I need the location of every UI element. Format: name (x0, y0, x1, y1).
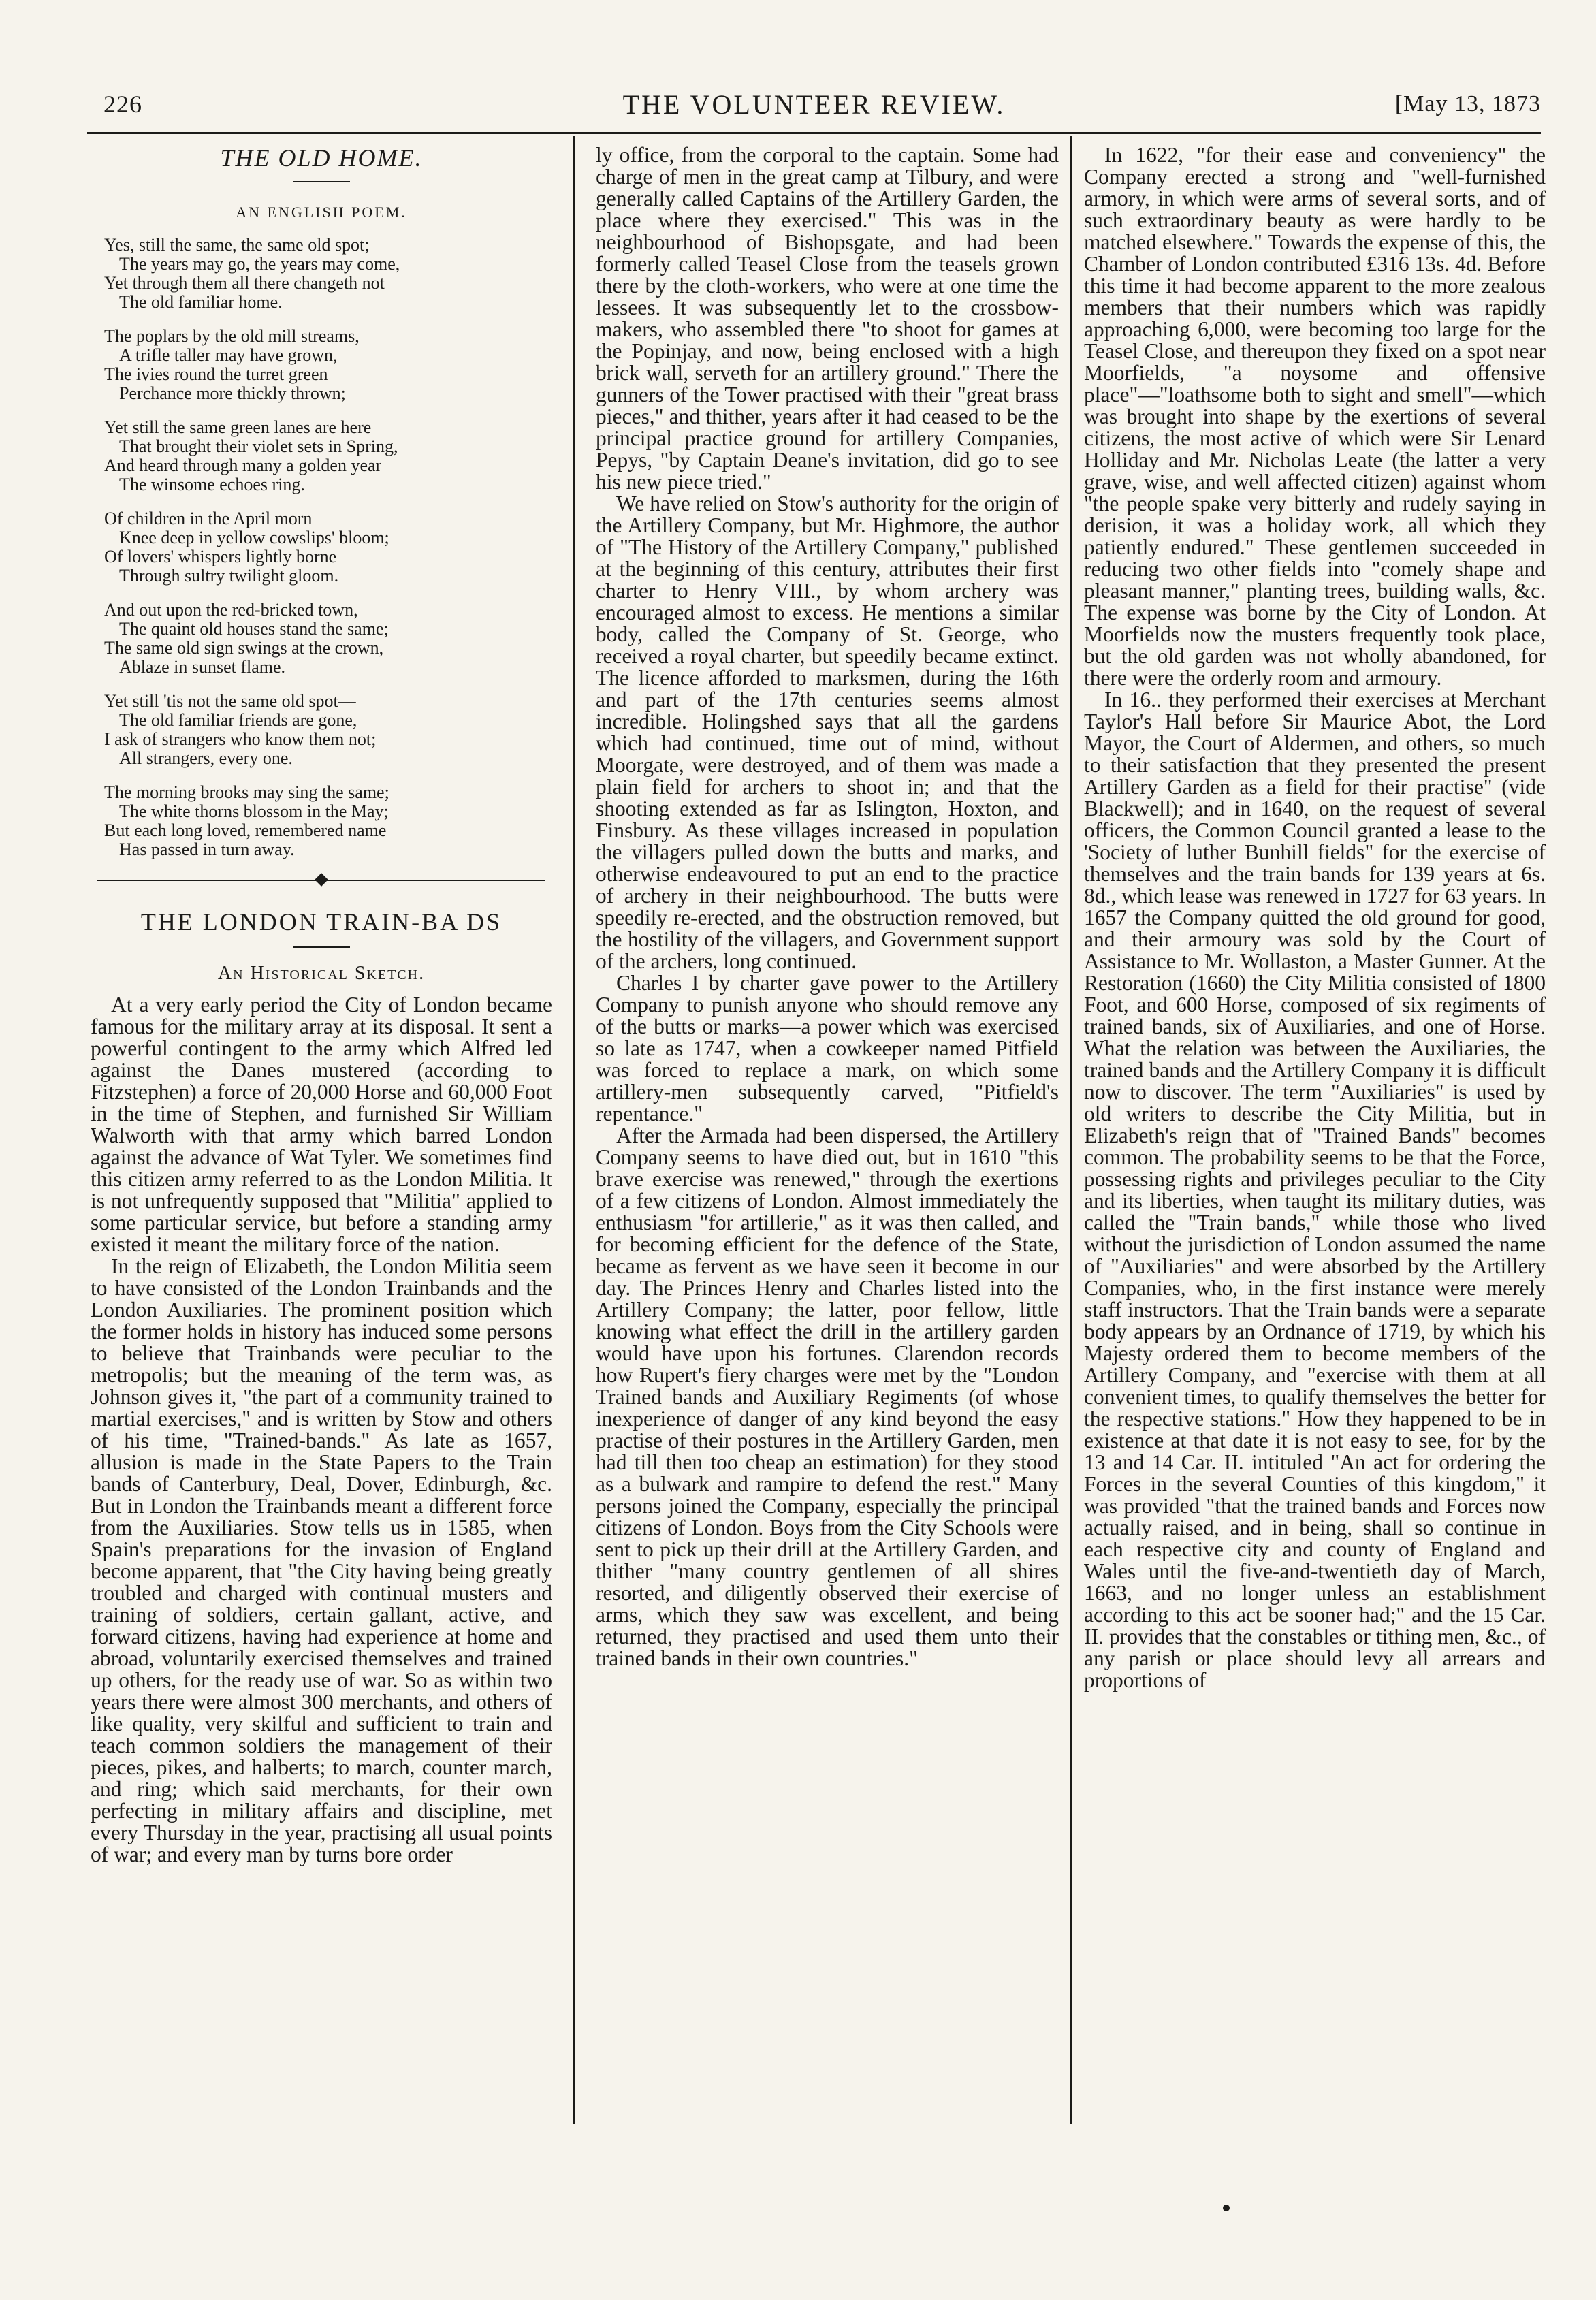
poem-line: Has passed in turn away. (119, 840, 295, 859)
poem-subtitle: AN ENGLISH POEM. (236, 204, 407, 221)
poem-stanza (104, 692, 552, 768)
poem-line: A trifle taller may have grown, (119, 345, 338, 365)
column-3 (1084, 144, 1546, 2153)
poem-line: The poplars by the old mill streams, (104, 326, 360, 346)
poem-line: Yes, still the same, the same old spot; (104, 235, 370, 255)
page-mark (1223, 2205, 1230, 2211)
poem-stanza (104, 327, 552, 403)
article-paragraph: Charles I by charter gave power to the Artillery Company to punish anyone who should remove any of the butts or marks—a power which was exercised so late as 1747, when a cowkeeper named Pitfield was forced to replace a mark, on which some artillery-men subsequently carved, "Pitfield's repentance." (596, 971, 1059, 1125)
article-paragraph: After the Armada had been dispersed, the Artillery Company seems to have died out, but in 1610 "this brave exercise was renewed," through the exertions of a few citizens of London. Almost immediately the enthusiasm "for artillerie," as it was then called, and for becoming efficient for the defence of the State, became as fervent as we have seen it become in our day. The Princes Henry and Charles listed into the Artillery Company; the latter, poor fellow, little knowing what effect the drill in the artillery garden would have upon his fortunes. Clarendon records how Rupert's fiery charges were met by the "London Trained bands and Auxiliary Regiments (of whose inexperience of danger of any kind beyond the easy practise of their postures in the Artillery Garden, men had till then too cheap an estimation) for they stood as a bulwark and rampire to defend the rest." Many persons joined the Company, especially the principal citizens of London. Boys from the City Schools were sent to pick up their drill at the Artillery Garden, and thither "many country gentlemen of all shires resorted, and diligently observed their exercise of arms, which they saw was excellent, and being returned, they practised and used them unto their trained bands in their own countries." (596, 1123, 1059, 1670)
article-paragraph: We have relied on Stow's authority for the origin of the Artillery Company, but Mr. Highmore, the author of "The History of the Artillery Company," published at the beginning of this century, attributes their first charter to Henry VIII., by whom archery was encouraged almost to excess. He mentions a similar body, called the Company of St. George, who received a royal charter, but speedily became extinct. The licence afforded to marksmen, during the 16th and part of the 17th centuries seems almost incredible. Holingshed says that all the gardens which had continued, time out of mind, without Moorgate, were destroyed, and of them was made a plain field for archers to shoot in; and that the shooting extended as far as Islington, Hoxton, and Finsbury. As these villages increased in population the villagers pulled down the butts and marks, and otherwise endeavoured to put an end to the practice of archery in their neighbourhood. The butts were speedily re-erected, and the obstruction removed, but the hostility of the villagers, and Government support of the archers, long continued. (596, 492, 1059, 973)
poem-line: The old familiar friends are gone, (119, 710, 357, 730)
poem-line: The same old sign swings at the crown, (104, 638, 384, 658)
header-rule (87, 132, 1541, 134)
poem-line: Yet through them all there changeth not (104, 273, 385, 293)
poem-line: But each long loved, remembered name (104, 820, 387, 840)
column-2 (596, 144, 1059, 2153)
poem-line: The years may go, the years may come, (119, 254, 400, 274)
poem-stanza (104, 236, 552, 312)
poem-line: All strangers, every one. (119, 748, 293, 768)
poem-line: Of children in the April morn (104, 509, 313, 528)
divider-diamond-icon (315, 873, 328, 887)
article-text-col2 (596, 144, 1059, 1670)
article-text-col3 (1084, 144, 1546, 1691)
page-header (87, 87, 1541, 129)
column-1 (91, 144, 552, 2153)
poem-line: The quaint old houses stand the same; (119, 619, 389, 639)
column-rule-1 (573, 136, 575, 2124)
article-title: THE LONDON TRAIN-BA DS (140, 908, 502, 936)
poem-line: And out upon the red-bricked town, (104, 600, 358, 620)
poem-line: Of lovers' whispers lightly borne (104, 547, 337, 566)
poem-line: Yet still 'tis not the same old spot— (104, 691, 356, 711)
poem-stanzas (91, 236, 552, 859)
poem-line: Knee deep in yellow cowslips' bloom; (119, 528, 389, 547)
article-paragraph: ly office, from the corporal to the captain. Some had charge of men in the great camp at Tilbury, and were generally called Captains of the Artillery Garden, the place where they exercised." This was in the neighbourhood of Bishopsgate, and had been formerly called Teasel Close from the teasels grown there by the cloth-workers, who were at one time the lessees. It was subsequently let to the crossbow-makers, who assembled there "to shoot for games at the Popinjay, and now, being enclosed with a high brick wall, serveth for an artillery ground." There the gunners of the Tower practised with their "great brass pieces," and thither, years after it had ceased to be the principal practice ground for artillery Companies, Pepys, "by Captain Deane's invitation, did go to see his new piece tried." (596, 144, 1059, 494)
poem-line: The old familiar home. (119, 292, 283, 312)
poem-stanza (104, 418, 552, 494)
article-title-rule (293, 946, 350, 948)
poem-line: Yet still the same green lanes are here (104, 417, 372, 437)
poem-title: THE OLD HOME. (220, 144, 423, 172)
article-paragraph: In 16.. they performed their exercises at Merchant Taylor's Hall before Sir Maurice Abot, the Lord Mayor, the Court of Aldermen, and others, so much to their satisfaction that they presented the present Artillery Garden as a field for their practise" (vide Blackwell); and in 1640, on the request of several officers, the Common Council granted a lease to the 'Society of luther Bunhill fields" for the exercise of themselves and the train bands for 139 years at 6s. 8d., which lease was renewed in 1727 for 63 years. In 1657 the Company quitted the old ground for good, and their armoury was sold by the Court of Assistance to Mr. Wollaston, a Master Gunner. At the Restoration (1660) the City Militia consisted of 1800 Foot, and 600 Horse, composed of six regiments of trained bands, six of Auxiliaries, and one of Horse. What the relation was between the Auxiliaries, the trained bands and the Artillery Company it is difficult now to discover. The term "Auxiliaries" is used by old writers to describe the City Militia, but in Elizabeth's reign that of "Trained Bands" becomes common. The probability seems to be that the Force, possessing rights and privileges peculiar to the City and its liberties, when taught its military duties, was called the "Train bands," while those who lived without the jurisdiction of London assumed the name of "Auxiliaries" and were absorbed by the Artillery Companies, who, in the first instance were merely staff instructors. That the Train bands were a separate body appears by an Ordnance of 1719, by which his Majesty ordered them to become members of the Artillery Company, and "exercise with them at all convenient times, to qualify themselves the better for the respective stations." How they happened to be in existence at that date it is not easy to see, for by the 13 and 14 Car. II. intituled "An act for ordering the Forces in the several Counties of this kingdom," it was provided "that the trained bands and Forces now actually raised, and in being, shall so continue in each respective city and county of England and Wales until the five-and-twentieth day of March, 1663, and no longer unless an establishment according to this act be sooner had;" and the 15 Car. II. provides that the constables or tithing men, &c., of any parish or place should levy all arrears and proportions of (1084, 688, 1546, 1692)
poem-stanza (104, 509, 552, 586)
article-subtitle: An Historical Sketch. (217, 963, 426, 984)
poem-line: The white thorns blossom in the May; (119, 801, 389, 821)
column-rule-2 (1070, 136, 1072, 2124)
article-paragraph: In the reign of Elizabeth, the London Militia seem to have consisted of the London Trainbands and the London Auxiliaries. The prominent position which the former holds in history has induced some persons to believe that Trainbands were peculiar to the metropolis; but the meaning of the term was, as Johnson gives it, "the part of a community trained to martial exercises," and is written by Stow and others of his time, "Trained-bands." As late as 1657, allusion is made in the State Papers to the Train bands of Canterbury, Deal, Dover, Edinburgh, &c. But in London the Trainbands meant a different force from the Auxiliaries. Stow tells us in 1585, when Spain's preparations for the invasion of England become apparent, that "the City having being greatly troubled and charged with continual musters and training of soldiers, certain gallant, active, and forward citizens, having had experience at home and abroad, voluntarily exercised themselves and trained up others, for the ready use of war. So as within two years there were almost 300 merchants, and others of like quality, very skilful and sufficient to train and teach common soldiers the management of their pieces, pikes, and halberts; to march, counter march, and ring; which said merchants, for their own perfecting in military affairs and discipline, met every Thursday in the year, practising all usual points of war; and every man by turns bore order (91, 1254, 552, 1866)
poem-stanza (104, 783, 552, 859)
poem-line: Perchance more thickly thrown; (119, 383, 346, 403)
poem-line: That brought their violet sets in Spring, (119, 436, 398, 456)
journal-title: THE VOLUNTEER REVIEW. (622, 89, 1006, 120)
poem-line: I ask of strangers who know them not; (104, 729, 377, 749)
poem-stanza (104, 601, 552, 677)
issue-date: [May 13, 1873 (1394, 91, 1541, 116)
poem-line: And heard through many a golden year (104, 456, 382, 475)
page-number: 226 (103, 91, 142, 118)
poem-line: The morning brooks may sing the same; (104, 782, 389, 802)
poem-line: Ablaze in sunset flame. (119, 657, 286, 677)
article-paragraph: In 1622, "for their ease and conveniency" the Company erected a strong and "well-furnished armory, in which were arms of several sorts, and of such extraordinary beauty as were hardly to be matched elsewhere." Towards the expense of this, the Chamber of London contributed £316 13s. 4d. Before this time it had become apparent to the more zealous members that their numbers which was rapidly approaching 6,000, were becoming too large for the Teasel Close, and thereupon they fixed on a spot near Moorfields, "a noysome and offensive place"—"loathsome both to sight and smell"—which was brought into shape by the exertions of several citizens, the most active of which were Sir Lenard Holliday and Mr. Nicholas Leate (the latter a very grave, wise, and well affected citizen) against whom "the people spake very bitterly and rudely saying in derision, it was a holiday work, all which they patiently endured." These gentlemen succeeded in reducing two other fields into "comely shape and pleasant manner," planting trees, building walls, &c. The expense was borne by the City of London. At Moorfields now the musters frequently took place, but the old garden was not wholly abandoned, for there were the orderly room and armoury. (1084, 144, 1546, 690)
poem-title-rule (293, 181, 350, 182)
section-divider (91, 874, 552, 887)
poem-line: Through sultry twilight gloom. (119, 566, 339, 586)
article-text-col1 (91, 994, 552, 1866)
poem-line: The winsome echoes ring. (119, 475, 305, 494)
article-paragraph: At a very early period the City of London became famous for the military array at its disposal. It sent a powerful contingent to the army which Alfred led against the Danes mustered (according to Fitzstephen) a force of 20,000 Horse and 60,000 Foot in the time of Stephen, and furnished Sir William Walworth with that army which barred London against the advance of Wat Tyler. We sometimes find this citizen army referred to as the London Militia. It is not unfrequently supposed that "Militia" applied to some particular service, but before a standing army existed it meant the military force of the nation. (91, 993, 552, 1256)
poem-line: The ivies round the turret green (104, 364, 328, 384)
